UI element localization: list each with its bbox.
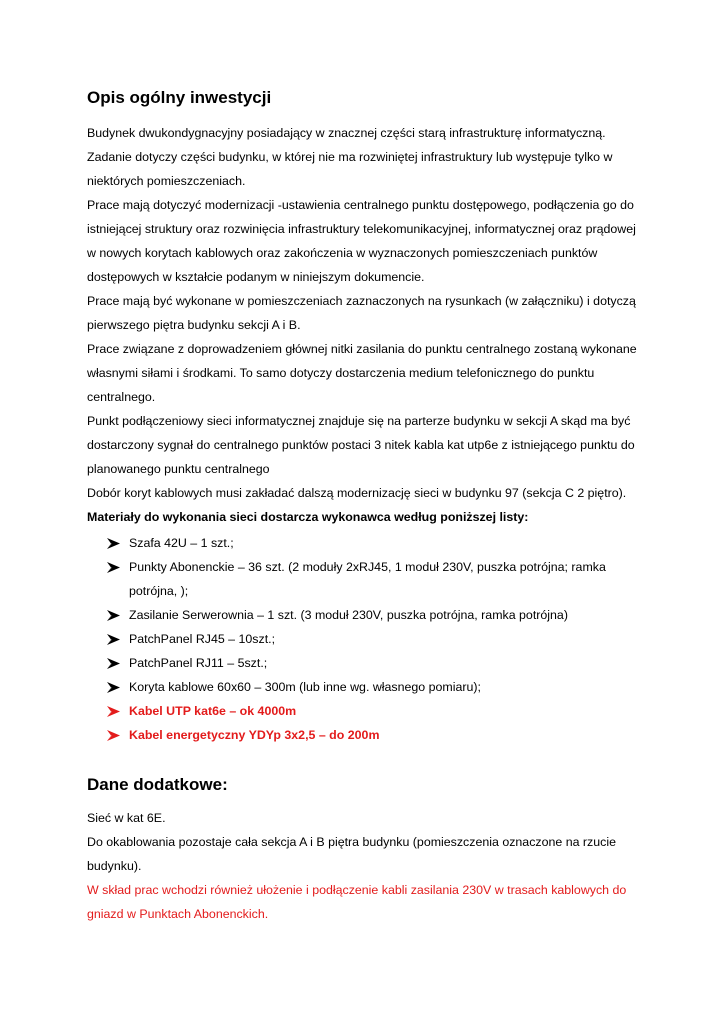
document-content (87, 86, 647, 926)
arrow-bullet-icon (107, 699, 121, 723)
arrow-bullet-icon (107, 723, 121, 747)
paragraph-1: Budynek dwukondygnacyjny posiadający w znacznej części starą infrastrukturę informatyczną. (87, 126, 606, 140)
list-item (87, 531, 647, 555)
list-item (87, 651, 647, 675)
list-item-text: PatchPanel RJ45 – 10szt.; (129, 632, 276, 646)
arrow-bullet-icon (107, 675, 121, 699)
list-item (87, 699, 647, 723)
arrow-bullet-icon (107, 603, 121, 627)
list-item-text: PatchPanel RJ11 – 5szt.; (129, 656, 268, 670)
list-item (87, 675, 647, 699)
arrow-bullet-icon (107, 555, 121, 579)
additional-paragraph-1: Sieć w kat 6E. (87, 811, 166, 825)
paragraph-2: Zadanie dotyczy części budynku, w której nie ma rozwiniętej infrastruktury lub występuje tylko w niektórych pomieszczeniach. (87, 150, 613, 188)
list-item (87, 627, 647, 651)
list-item-text: Punkty Abonenckie – 36 szt. (2 moduły 2xRJ45, 1 moduł 230V, puszka potrójna; ramka potrójna, ); (129, 560, 606, 598)
materials-heading: Materiały do wykonania sieci dostarcza wykonawca według poniższej listy: (87, 510, 529, 524)
paragraph-4: Prace mają być wykonane w pomieszczeniach zaznaczonych na rysunkach (w załączniku) i dotyczą pierwszego piętra budynku sekcji A i B. (87, 294, 636, 332)
arrow-bullet-icon (107, 627, 121, 651)
paragraph-3: Prace mają dotyczyć modernizacji -ustawienia centralnego punktu dostępowego, podłączenia go do istniejącej struktury oraz rozwinięcia infrastruktury telekomunikacyjnej, informatycznej oraz prądowej w nowych korytach kablowych oraz zakończenia w wyznaczonych pomieszczeniach punktów dostępowych w kształcie podanym w niniejszym dokumencie. (87, 198, 636, 284)
list-item-text: Koryta kablowe 60x60 – 300m (lub inne wg. własnego pomiaru); (129, 680, 481, 694)
list-item (87, 555, 647, 603)
arrow-bullet-icon (107, 531, 121, 555)
arrow-bullet-icon (107, 651, 121, 675)
paragraph-5: Prace związane z doprowadzeniem głównej nitki zasilania do punktu centralnego zostaną wykonane własnymi siłami i środkami. To samo dotyczy dostarczenia medium telefonicznego do punktu centralnego. (87, 342, 637, 404)
list-item-text: Kabel UTP kat6e – ok 4000m (129, 704, 297, 718)
paragraph-7: Dobór koryt kablowych musi zakładać dalszą modernizację sieci w budynku 97 (sekcja C 2 piętro). (87, 486, 627, 500)
heading-opis-ogolny: Opis ogólny inwestycji (87, 88, 272, 107)
list-item (87, 603, 647, 627)
additional-paragraph-2: Do okablowania pozostaje cała sekcja A i B piętra budynku (pomieszczenia oznaczone na rzucie budynku). (87, 835, 616, 873)
note-red-paragraph: W skład prac wchodzi również ułożenie i podłączenie kabli zasilania 230V w trasach kablowych do gniazd w Punktach Abonenckich. (87, 883, 627, 921)
list-item-text: Szafa 42U – 1 szt.; (129, 536, 234, 550)
list-item-text: Zasilanie Serwerownia – 1 szt. (3 moduł 230V, puszka potrójna, ramka potrójna) (129, 608, 568, 622)
heading-dane-dodatkowe: Dane dodatkowe: (87, 775, 228, 794)
list-item-text: Kabel energetyczny YDYp 3x2,5 – do 200m (129, 728, 380, 742)
paragraph-6: Punkt podłączeniowy sieci informatycznej znajduje się na parterze budynku w sekcji A skąd ma być dostarczony sygnał do centralnego punktów postaci 3 nitek kabla kat utp6e z istniejącego punktu do planowanego punktu centralnego (87, 414, 635, 476)
list-item (87, 723, 647, 747)
materials-list (87, 531, 647, 747)
